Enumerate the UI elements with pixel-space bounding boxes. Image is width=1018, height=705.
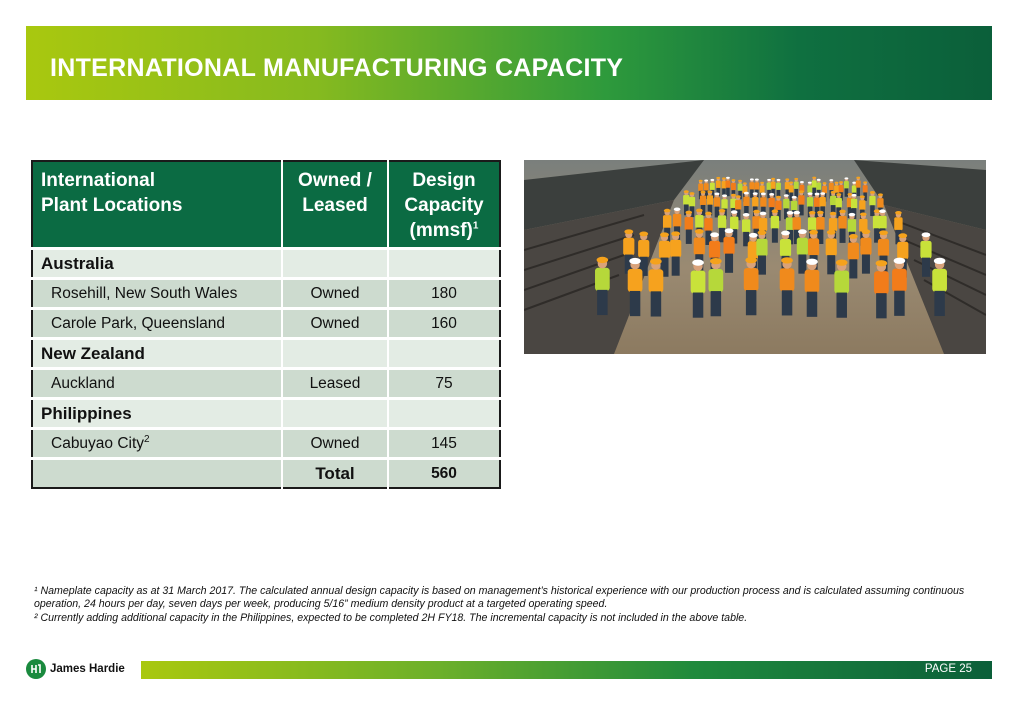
title-banner — [26, 26, 992, 100]
worker-body — [718, 215, 726, 228]
worker-body — [694, 237, 705, 255]
worker-hardhat — [860, 212, 867, 216]
worker-body — [892, 269, 907, 292]
worker-hardhat — [836, 259, 848, 265]
logo-icon — [26, 659, 46, 679]
region-name: Philippines — [32, 399, 282, 429]
worker-body — [670, 240, 681, 258]
worker-hardhat — [799, 190, 804, 193]
worker-hardhat — [808, 182, 812, 184]
worker-hardhat — [755, 179, 759, 181]
worker-body — [812, 180, 817, 188]
worker-body — [760, 185, 765, 193]
worker-legs — [672, 257, 680, 276]
worker-hardhat — [934, 258, 946, 264]
worker-body — [752, 197, 758, 207]
worker-legs — [894, 291, 905, 316]
worker-hardhat — [753, 210, 760, 214]
worker-legs — [597, 290, 608, 315]
worker-hardhat — [781, 257, 793, 263]
ownership-cell: Leased — [282, 369, 388, 399]
empty-cell — [388, 399, 500, 429]
worker-legs — [772, 228, 778, 242]
ownership-cell: Owned — [282, 309, 388, 339]
worker-hardhat — [830, 212, 837, 216]
worker-hardhat — [895, 211, 902, 215]
worker-hardhat — [743, 182, 747, 184]
total-value: 560 — [388, 459, 500, 489]
worker-body — [830, 196, 836, 206]
worker-hardhat — [705, 212, 712, 216]
worker-hardhat — [862, 229, 871, 234]
worker-body — [791, 201, 797, 211]
worker-body — [760, 197, 766, 207]
capacity-cell: 180 — [388, 279, 500, 309]
worker-hardhat — [699, 180, 703, 182]
worker-legs — [725, 254, 733, 273]
worker-body — [793, 217, 801, 230]
worker-body — [683, 195, 689, 205]
worker-legs — [934, 291, 945, 316]
empty-cell — [282, 249, 388, 279]
worker-hardhat — [876, 260, 888, 266]
worker-hardhat — [639, 232, 648, 237]
worker-hardhat — [787, 211, 794, 215]
worker-body — [844, 181, 849, 189]
empty-cell — [388, 339, 500, 369]
region-row — [32, 249, 500, 279]
worker-hardhat — [894, 258, 906, 264]
worker-body — [689, 197, 695, 207]
worker-body — [851, 199, 857, 209]
worker-hardhat — [629, 258, 641, 264]
worker-body — [836, 198, 842, 208]
worker-hardhat — [879, 209, 886, 213]
worker-hardhat — [839, 210, 846, 214]
worker-body — [807, 185, 812, 193]
worker-hardhat — [650, 258, 662, 264]
footnote-marker: 2 — [144, 433, 150, 445]
worker-hardhat — [597, 257, 609, 263]
worker-body — [710, 183, 715, 191]
worker-hardhat — [800, 181, 804, 183]
worker-body — [794, 182, 799, 190]
worker-body — [894, 217, 902, 230]
worker-hardhat — [664, 209, 671, 213]
page-number: PAGE 25 — [924, 663, 972, 675]
factory-workers-photo — [524, 160, 986, 354]
worker-body — [723, 237, 734, 255]
worker-hardhat — [793, 211, 800, 215]
worker-body — [869, 196, 875, 206]
worker-hardhat — [856, 177, 860, 179]
worker-body — [638, 240, 649, 258]
ownership-cell: Owned — [282, 429, 388, 459]
worker-hardhat — [624, 229, 633, 234]
worker-hardhat — [820, 192, 825, 195]
worker-legs — [651, 291, 662, 316]
worker-body — [859, 200, 865, 210]
worker-body — [700, 196, 706, 206]
worker-body — [691, 270, 706, 293]
worker-hardhat — [827, 230, 836, 235]
worker-hardhat — [725, 228, 734, 233]
footnotes — [34, 585, 994, 625]
worker-body — [673, 214, 681, 227]
worker-body — [771, 181, 776, 189]
worker-body — [695, 215, 703, 228]
worker-hardhat — [852, 182, 856, 184]
worker-body — [789, 185, 794, 193]
capacity-table — [31, 160, 501, 489]
worker-legs — [836, 293, 847, 318]
worker-hardhat — [744, 192, 749, 195]
worker-legs — [827, 255, 835, 274]
worker-body — [735, 200, 741, 210]
plant-location: Auckland — [32, 369, 282, 399]
worker-body — [932, 269, 947, 292]
worker-body — [769, 198, 775, 208]
worker-hardhat — [722, 177, 726, 179]
worker-hardhat — [817, 211, 824, 215]
worker-hardhat — [771, 178, 775, 180]
worker-hardhat — [809, 211, 816, 215]
worker-hardhat — [879, 230, 888, 235]
worker-hardhat — [701, 191, 706, 194]
worker-body — [897, 242, 908, 260]
worker-hardhat — [852, 194, 857, 197]
worker-legs — [799, 205, 804, 216]
footnote-1: ¹ Nameplate capacity as at 31 March 2017. The calculated annual design capacity is based on management’s historical experience with our production process and is calculated assuming continuous operation, 24 hours per day, seven days per week, producing 5/16” medium density product at a targeted operating speed. — [34, 585, 965, 611]
james-hardie-logo — [26, 658, 125, 680]
worker-body — [834, 271, 849, 294]
worker-body — [775, 201, 781, 211]
worker-body — [742, 219, 750, 232]
worker-body — [659, 241, 670, 259]
worker-legs — [807, 292, 818, 317]
worker-hardhat — [844, 177, 848, 179]
plant-location: Carole Park, Queensland — [32, 309, 282, 339]
worker-hardhat — [760, 212, 767, 216]
worker-hardhat — [849, 213, 856, 217]
worker-hardhat — [696, 209, 703, 213]
plant-location: Cabuyao City$^2$ — [32, 429, 282, 459]
total-row — [32, 459, 500, 489]
worker-hardhat — [707, 190, 712, 193]
worker-hardhat — [798, 229, 807, 234]
worker-body — [754, 182, 759, 190]
total-label: Total — [282, 459, 388, 489]
header-owned-leased: Owned / Leased — [282, 161, 388, 249]
header-design-capacity: Design Capacity (mmsf)$^1$ — [388, 161, 500, 249]
worker-body — [743, 197, 749, 207]
capacity-cell: 145 — [388, 429, 500, 459]
worker-body — [808, 217, 816, 230]
worker-body — [783, 199, 789, 209]
worker-hardhat — [671, 231, 680, 236]
worker-body — [839, 185, 844, 193]
worker-hardhat — [686, 211, 693, 215]
worker-body — [721, 199, 727, 209]
worker-hardhat — [736, 195, 741, 198]
worker-body — [829, 218, 837, 231]
worker-hardhat — [695, 229, 704, 234]
worker-legs — [726, 188, 730, 196]
worker-body — [848, 242, 859, 260]
worker-body — [716, 181, 721, 189]
worker-body — [730, 217, 738, 230]
worker-hardhat — [817, 179, 821, 181]
ownership-cell: Owned — [282, 279, 388, 309]
worker-body — [878, 239, 889, 257]
worker-hardhat — [716, 177, 720, 179]
worker-hardhat — [792, 196, 797, 199]
worker-hardhat — [835, 182, 839, 184]
worker-hardhat — [745, 257, 757, 263]
worker-hardhat — [849, 234, 858, 239]
worker-hardhat — [812, 177, 816, 179]
worker-legs — [686, 230, 692, 244]
worker-hardhat — [789, 181, 793, 183]
worker-hardhat — [753, 192, 758, 195]
worker-hardhat — [758, 230, 767, 235]
worker-hardhat — [769, 193, 774, 196]
worker-hardhat — [731, 179, 735, 181]
worker-legs — [746, 290, 757, 315]
worker-hardhat — [743, 213, 750, 217]
worker-hardhat — [750, 178, 754, 180]
worker-hardhat — [772, 209, 779, 213]
footnote-2: ² Currently adding additional capacity in the Philippines, expected to be completed 2H FY18. The incremental capacity is not included in the above table. — [34, 611, 748, 624]
worker-body — [874, 271, 889, 294]
worker-body — [814, 197, 820, 207]
footer-bar — [141, 661, 992, 679]
worker-hardhat — [794, 178, 798, 180]
worker-body — [878, 216, 886, 229]
worker-body — [704, 218, 712, 231]
worker-hardhat — [719, 209, 726, 213]
worker-hardhat — [785, 178, 789, 180]
worker-body — [877, 198, 883, 208]
worker-body — [860, 238, 871, 256]
worker-body — [798, 195, 804, 205]
table-row — [32, 309, 500, 339]
worker-body — [805, 270, 820, 293]
worker-body — [856, 180, 861, 188]
logo-text: James Hardie — [50, 663, 125, 675]
worker-body — [797, 238, 808, 256]
worker-body — [725, 180, 730, 188]
worker-hardhat — [690, 192, 695, 195]
worker-hardhat — [715, 192, 720, 195]
worker-hardhat — [860, 195, 865, 198]
worker-hardhat — [781, 231, 790, 236]
table-row — [32, 279, 500, 309]
worker-body — [685, 217, 693, 230]
worker-hardhat — [829, 179, 833, 181]
worker-legs — [876, 293, 887, 318]
worker-body — [663, 215, 671, 228]
capacity-cell: 160 — [388, 309, 500, 339]
table-row — [32, 369, 500, 399]
worker-body — [738, 183, 743, 191]
worker-legs — [922, 258, 930, 277]
worker-hardhat — [776, 196, 781, 199]
region-row — [32, 399, 500, 429]
worker-hardhat — [692, 259, 704, 265]
worker-hardhat — [749, 233, 758, 238]
worker-legs — [856, 188, 860, 196]
empty-cell — [388, 249, 500, 279]
worker-body — [709, 269, 724, 292]
empty-cell — [32, 459, 282, 489]
worker-hardhat — [870, 191, 875, 194]
worker-hardhat — [731, 210, 738, 214]
worker-body — [826, 238, 837, 256]
region-name: Australia — [32, 249, 282, 279]
worker-body — [771, 216, 779, 229]
worker-hardhat — [767, 179, 771, 181]
worker-hardhat — [760, 182, 764, 184]
table-row — [32, 429, 500, 459]
worker-body — [698, 183, 703, 191]
worker-hardhat — [777, 179, 781, 181]
worker-body — [628, 269, 643, 292]
worker-hardhat — [722, 194, 727, 197]
empty-cell — [282, 399, 388, 429]
worker-hardhat — [878, 193, 883, 196]
worker-hardhat — [684, 190, 689, 193]
worker-body — [714, 197, 720, 207]
header-plant-locations: International Plant Locations — [32, 161, 282, 249]
worker-hardhat — [704, 179, 708, 181]
worker-hardhat — [863, 181, 867, 183]
footnote-marker: 1 — [472, 220, 479, 232]
capacity-cell: 75 — [388, 369, 500, 399]
worker-body — [707, 195, 713, 205]
worker-hardhat — [660, 232, 669, 237]
worker-hardhat — [836, 193, 841, 196]
page-title: INTERNATIONAL MANUFACTURING CAPACITY — [50, 54, 624, 82]
worker-body — [816, 182, 821, 190]
worker-body — [863, 185, 868, 193]
worker-body — [780, 239, 791, 257]
worker-body — [731, 183, 736, 191]
worker-hardhat — [726, 177, 730, 179]
worker-hardhat — [823, 182, 827, 184]
worker-body — [649, 269, 664, 292]
worker-hardhat — [784, 194, 789, 197]
worker-body — [744, 268, 759, 291]
worker-body — [820, 197, 826, 207]
worker-hardhat — [738, 180, 742, 182]
worker-body — [807, 197, 813, 207]
worker-body — [756, 239, 767, 257]
empty-cell — [282, 339, 388, 369]
region-row — [32, 339, 500, 369]
worker-hardhat — [922, 232, 931, 237]
worker-body — [808, 238, 819, 256]
worker-hardhat — [808, 192, 813, 195]
worker-hardhat — [806, 259, 818, 265]
worker-legs — [840, 229, 846, 243]
region-name: New Zealand — [32, 339, 282, 369]
worker-hardhat — [809, 230, 818, 235]
worker-legs — [711, 291, 722, 316]
worker-body — [709, 241, 720, 259]
worker-legs — [798, 254, 806, 273]
worker-body — [704, 183, 709, 191]
worker-hardhat — [710, 258, 722, 264]
worker-body — [759, 218, 767, 231]
worker-hardhat — [674, 207, 681, 211]
worker-hardhat — [710, 232, 719, 237]
worker-legs — [782, 290, 793, 315]
worker-body — [749, 182, 754, 190]
worker-hardhat — [710, 179, 714, 181]
worker-legs — [862, 254, 870, 273]
worker-body — [780, 268, 795, 291]
worker-hardhat — [839, 181, 843, 183]
worker-body — [829, 183, 834, 191]
worker-hardhat — [831, 191, 836, 194]
worker-hardhat — [815, 193, 820, 196]
worker-body — [920, 241, 931, 259]
worker-body — [848, 219, 856, 232]
worker-legs — [630, 291, 641, 316]
worker-legs — [758, 255, 766, 274]
worker-body — [838, 216, 846, 229]
worker-body — [595, 268, 610, 291]
worker-legs — [849, 259, 857, 278]
worker-legs — [693, 293, 704, 318]
worker-legs — [845, 188, 849, 196]
table-header-row — [32, 161, 500, 249]
worker-body — [776, 183, 781, 191]
worker-body — [623, 238, 634, 256]
worker-hardhat — [898, 233, 907, 238]
worker-hardhat — [761, 193, 766, 196]
worker-hardhat — [731, 194, 736, 197]
worker-body — [816, 217, 824, 230]
plant-location: Rosehill, New South Wales — [32, 279, 282, 309]
